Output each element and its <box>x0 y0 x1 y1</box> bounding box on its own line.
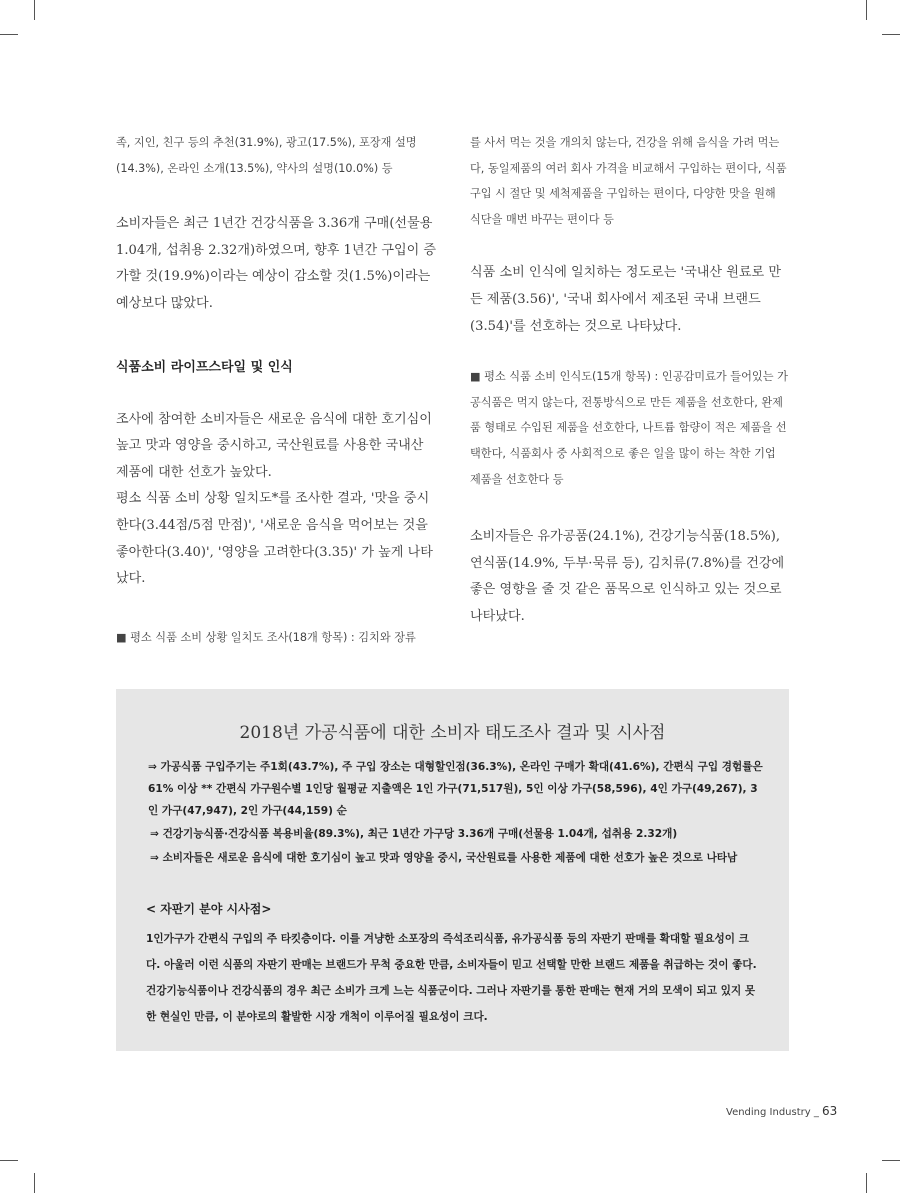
vending-implications-heading: < 자판기 분야 시사점> <box>146 902 272 916</box>
left-paragraph-curiosity: 조사에 참여한 소비자들은 새로운 음식에 대한 호기심이 높고 맛과 영양을 중시하고, 국산원료를 사용한 국내산 제품에 대한 선호가 높았다. <box>116 411 432 480</box>
right-column <box>470 130 790 631</box>
crop-mark <box>34 1173 35 1193</box>
crop-mark <box>0 34 18 35</box>
crop-mark <box>866 1173 867 1193</box>
magazine-name: Vending Industry _ <box>726 1107 823 1118</box>
crop-mark <box>866 0 867 20</box>
right-note: ■ 평소 식품 소비 인식도(15개 항목) : 인공감미료가 들어있는 가공식품은 먹지 않는다, 전통방식으로 만든 제품을 선호한다, 완제품 형태로 수입된 제품을 선호한다, 나트륨 함량이 적은 제품을 선택한다, 식품회사 중 사회적으로 좋은 일을 많이 하는 착한 기업 제품을 선호한다 등 <box>470 370 788 486</box>
summary-item: ⇒ 소비자들은 새로운 음식에 대한 호기심이 높고 맛과 영양을 중시, 국산원료를 사용한 제품에 대한 선호가 높은 것으로 나타남 <box>150 852 738 864</box>
summary-item: ⇒ 가공식품 구입주기는 주1회(43.7%), 주 구입 장소는 대형할인점(36.3%), 온라인 구매가 확대(41.6%), 간편식 구입 경험률은 61% 이상 ** 간편식 가구원수별 1인당 월평균 지출액은 1인 가구(71,517원), 5인 이상 가구(58,596), 4인 가구(49,267), 3인 가구(47,947), 2인 가구(44,159) 순 <box>148 761 763 817</box>
crop-mark <box>0 1160 18 1161</box>
summary-item: ⇒ 건강기능식품·건강식품 복용비율(89.3%), 최근 1년간 가구당 3.36개 구매(선물용 1.04개, 섭취용 2.32개) <box>150 828 678 840</box>
right-paragraph-health-items: 소비자들은 유가공품(24.1%), 건강기능식품(18.5%), 연식품(14.9%, 두부·묵류 등), 김치류(7.8%)를 건강에 좋은 영향을 줄 것 같은 품목으로 인식하고 있는 것으로 나타났다. <box>470 529 785 624</box>
crop-mark <box>882 1160 900 1161</box>
crop-mark <box>34 0 35 20</box>
page-footer <box>726 1104 837 1118</box>
summary-title: 2018년 가공식품에 대한 소비자 태도조사 결과 및 시사점 <box>239 723 666 743</box>
vending-implications-text: 1인가구가 간편식 구입의 주 타킷층이다. 이를 겨냥한 소포장의 즉석조리식품, 유가공식품 등의 자판기 판매를 확대할 필요성이 크다. 아울러 이런 식품의 자판기 판매는 브랜드가 무척 중요한 만큼, 소비자들이 믿고 선택할 만한 브랜드 제품을 취급하는 것이 좋다. 건강기능식품이나 건강식품의 경우 최근 소비가 크게 느는 식품군이다. 그러나 자판기를 통한 판매는 현재 거의 모색이 되고 있지 못한 현실인 만큼, 이 분야로의 활발한 시장 개척이 이루어질 필요성이 크다. <box>146 933 757 1023</box>
left-paragraph-purchase: 소비자들은 최근 1년간 건강식품을 3.36개 구매(선물용 1.04개, 섭취용 2.32개)하였으며, 향후 1년간 구입이 증가할 것(19.9%)이라는 예상이 감소할 것(1.5%)이라는 예상보다 많았다. <box>116 216 437 311</box>
section-heading-lifestyle: 식품소비 라이프스타일 및 인식 <box>116 359 293 375</box>
right-paragraph-continuation: 를 사서 먹는 것을 개의치 않는다, 건강을 위해 음식을 가려 먹는다, 동일제품의 여러 회사 가격을 비교해서 구입하는 편이다, 식품 구입 시 절단 및 세척제품을 구입하는 편이다, 다양한 맛을 원해 식단을 매번 바꾸는 편이다 등 <box>470 136 787 226</box>
left-note: ■ 평소 식품 소비 상황 일치도 조사(18개 항목) : 김치와 장류 <box>116 630 416 644</box>
crop-mark <box>882 34 900 35</box>
right-paragraph-perception: 식품 소비 인식에 일치하는 정도로는 '국내산 원료로 만든 제품(3.56)', '국내 회사에서 제조된 국내 브랜드(3.54)'를 선호하는 것으로 나타났다. <box>470 265 782 334</box>
page-number: 63 <box>822 1104 838 1118</box>
summary-box <box>116 689 789 1051</box>
left-paragraph-sources: 족, 지인, 친구 등의 추천(31.9%), 광고(17.5%), 포장재 설명(14.3%), 온라인 소개(13.5%), 약사의 설명(10.0%) 등 <box>116 136 417 175</box>
left-column <box>116 130 438 650</box>
left-paragraph-survey: 평소 식품 소비 상황 일치도*를 조사한 결과, '맛을 중시한다(3.44점/5점 만점)', '새로운 음식을 먹어보는 것을 좋아한다(3.40)', '영양을 고려한다(3.35)' 가 높게 나타났다. <box>116 491 433 587</box>
